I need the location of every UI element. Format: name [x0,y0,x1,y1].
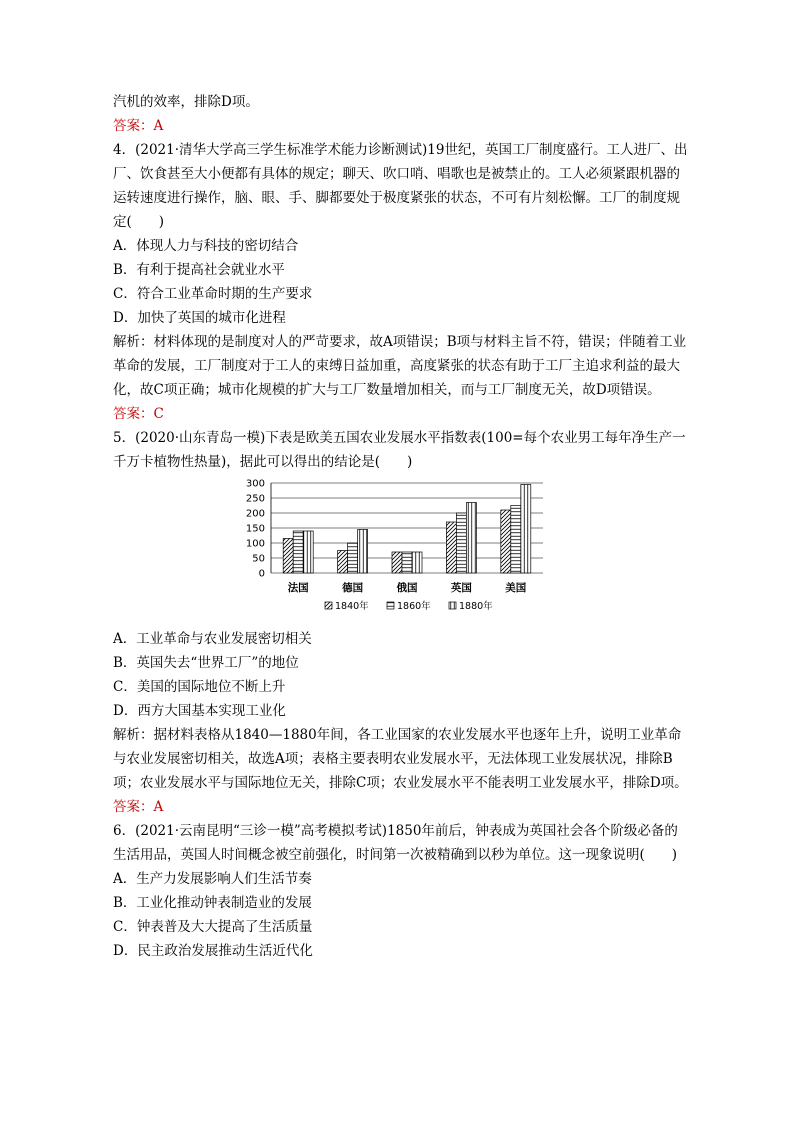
agriculture-chart [113,475,688,625]
y-tick-label: 100 [245,538,265,550]
intro-line: 汽机的效率，排除D项。 [113,94,259,110]
q6-option-d: D．民主政治发展推动生活近代化 [113,943,313,959]
q4-option-a: A．体现人力与科技的密切结合 [113,238,299,254]
q4-stem: 4．(2021·清华大学高三学生标准学术能力诊断测试)19世纪，英国工厂制度盛行。工人进厂、出厂、饮食甚至大小便都有具体的规定；聊天、吹口哨、唱歌也是被禁止的。工人必须紧跟机器的运转速度进行操作，脑、眼、手、脚都要处于极度紧张的状态，不可有片刻松懈。工厂的制度规定( ) [113,142,688,230]
x-tick-label: 德国 [342,582,364,594]
q6-option-c: C．钟表普及大大提高了生活质量 [113,919,313,935]
bar [466,503,476,574]
q4-analysis: 解析：材料体现的是制度对人的严苛要求，故A项错误；B项与材料主旨不符，错误；伴随着工业革命的发展，工厂制度对于工人的束缚日益加重，高度紧张的状态有助于工厂主追求利益的最大化，故C项正确；城市化规模的扩大与工厂数量增加相关，而与工厂制度无关，故D项错误。 [113,334,687,398]
legend-swatch [325,602,332,609]
bar [283,539,293,574]
y-tick-label: 300 [245,478,265,490]
x-tick-label: 法国 [287,582,309,594]
q4-answer: 答案：C [113,406,164,422]
document-page [113,90,688,963]
bar [303,531,313,573]
q6-option-a: A．生产力发展影响人们生活节奏 [113,871,312,887]
q5-option-d: D．西方大国基本实现工业化 [113,703,286,719]
y-tick-label: 250 [245,493,265,505]
q5-option-b: B．英国失去“世界工厂”的地位 [113,655,299,671]
bar [402,552,412,573]
bar [456,513,466,573]
q4-option-b: B．有利于提高社会就业水平 [113,262,285,278]
bar [348,543,358,573]
legend-swatch [449,602,456,609]
y-tick-label: 150 [245,523,265,535]
x-tick-label: 俄国 [396,582,418,594]
q5-stem: 5．(2020·山东青岛一模)下表是欧美五国农业发展水平指数表(100=每个农业男工每年净生产一千万卡植物性热量)，据此可以得出的结论是( ) [113,430,686,470]
legend-label: 1880年 [459,601,493,612]
bar [293,531,303,573]
q5-option-c: C．美国的国际地位不断上升 [113,679,286,695]
q5-analysis: 解析：据材料表格从1840—1880年间，各工业国家的农业发展水平也逐年上升，说明工业革命与农业发展密切相关，故选A项；表格主要表明农业发展水平，无法体现工业发展状况，排除B项；农业发展水平与国际地位无关，排除C项；农业发展水平不能表明工业发展水平，排除D项。 [113,727,688,791]
bar-chart-svg [113,475,688,625]
bar [412,552,422,573]
legend-label: 1840年 [335,601,369,612]
y-tick-label: 50 [252,553,265,565]
legend-label: 1860年 [397,601,431,612]
bar [446,522,456,573]
q5-answer: 答案：A [113,799,164,815]
q5-option-a: A．工业革命与农业发展密切相关 [113,631,312,647]
q6-option-b: B．工业化推动钟表制造业的发展 [113,895,312,911]
bar [392,552,402,573]
x-tick-label: 美国 [505,582,527,594]
legend-swatch [387,602,394,609]
bar [501,510,511,573]
y-tick-label: 200 [245,508,265,520]
x-tick-label: 英国 [450,582,472,594]
bar [338,551,348,574]
bar [521,485,531,574]
q4-option-c: C．符合工业革命时期的生产要求 [113,286,313,302]
q6-stem: 6．(2021·云南昆明“三诊一模”高考模拟考试)1850年前后，钟表成为英国社会各个阶级必备的生活用品，英国人时间概念被空前强化，时间第一次被精确到以秒为单位。这一现象说明( ) [113,823,678,863]
q3-answer: 答案：A [113,118,164,134]
q4-option-d: D．加快了英国的城市化进程 [113,310,286,326]
y-tick-label: 0 [258,568,265,580]
bar [358,530,368,574]
bar [511,506,521,574]
